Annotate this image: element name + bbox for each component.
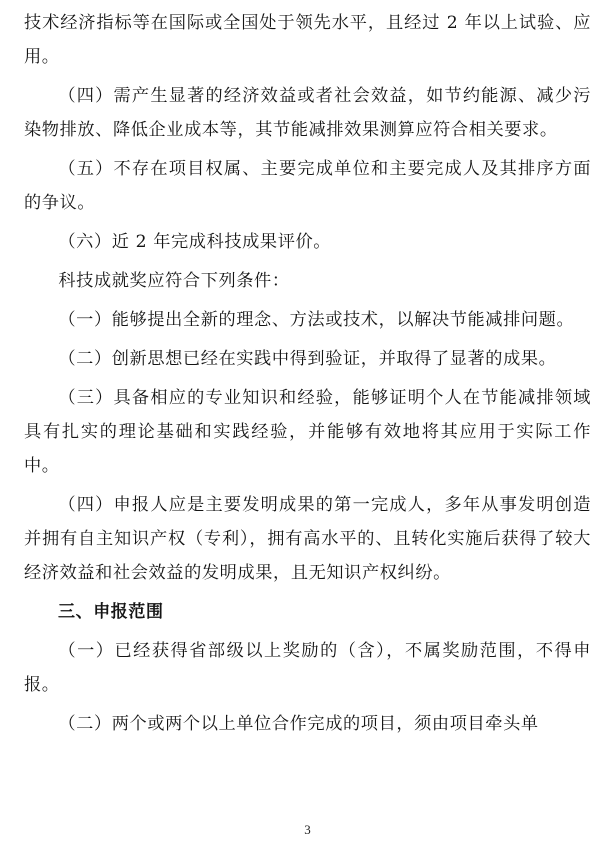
paragraph-item-six-evaluation: （六）近 2 年完成科技成果评价。 xyxy=(58,232,332,252)
paragraph-condition-two: （二）创新思想已经在实践中得到验证，并取得了显著的成果。 xyxy=(58,349,557,369)
paragraph-condition-four: （四）申报人应是主要发明成果的第一完成人，多年从事发明创造并拥有自主知识产权（专利），拥有高水平的、且转化实施后获得了较大经济效益和社会效益的发明成果，且无知识产权纠纷。 xyxy=(24,495,591,583)
page-number: 3 xyxy=(304,822,311,837)
paragraph-achievement-award-intro: 科技成就奖应符合下列条件： xyxy=(58,271,290,291)
paragraph-condition-one: （一）能够提出全新的理念、方法或技术，以解决节能减排问题。 xyxy=(58,310,575,330)
paragraph-item-five-no-dispute: （五）不存在项目权属、主要完成单位和主要完成人及其排序方面的争议。 xyxy=(24,159,591,213)
paragraph-continuation: 技术经济指标等在国际或全国处于领先水平，且经过 2 年以上试验、应用。 xyxy=(24,13,591,67)
document-body xyxy=(24,6,591,746)
paragraph-condition-three: （三）具备相应的专业知识和经验，能够证明个人在节能减排领域具有扎实的理论基础和实践经验，并能够有效地将其应用于实际工作中。 xyxy=(24,388,591,476)
paragraph-scope-two: （二）两个或两个以上单位合作完成的项目，须由项目牵头单 xyxy=(58,714,539,734)
section-heading-scope: 三、申报范围 xyxy=(58,602,164,622)
paragraph-scope-one: （一）已经获得省部级以上奖励的（含），不属奖励范围，不得申报。 xyxy=(24,641,591,695)
paragraph-item-four-benefits: （四）需产生显著的经济效益或者社会效益，如节约能源、减少污染物排放、降低企业成本等，其节能减排效果测算应符合相关要求。 xyxy=(24,86,591,140)
